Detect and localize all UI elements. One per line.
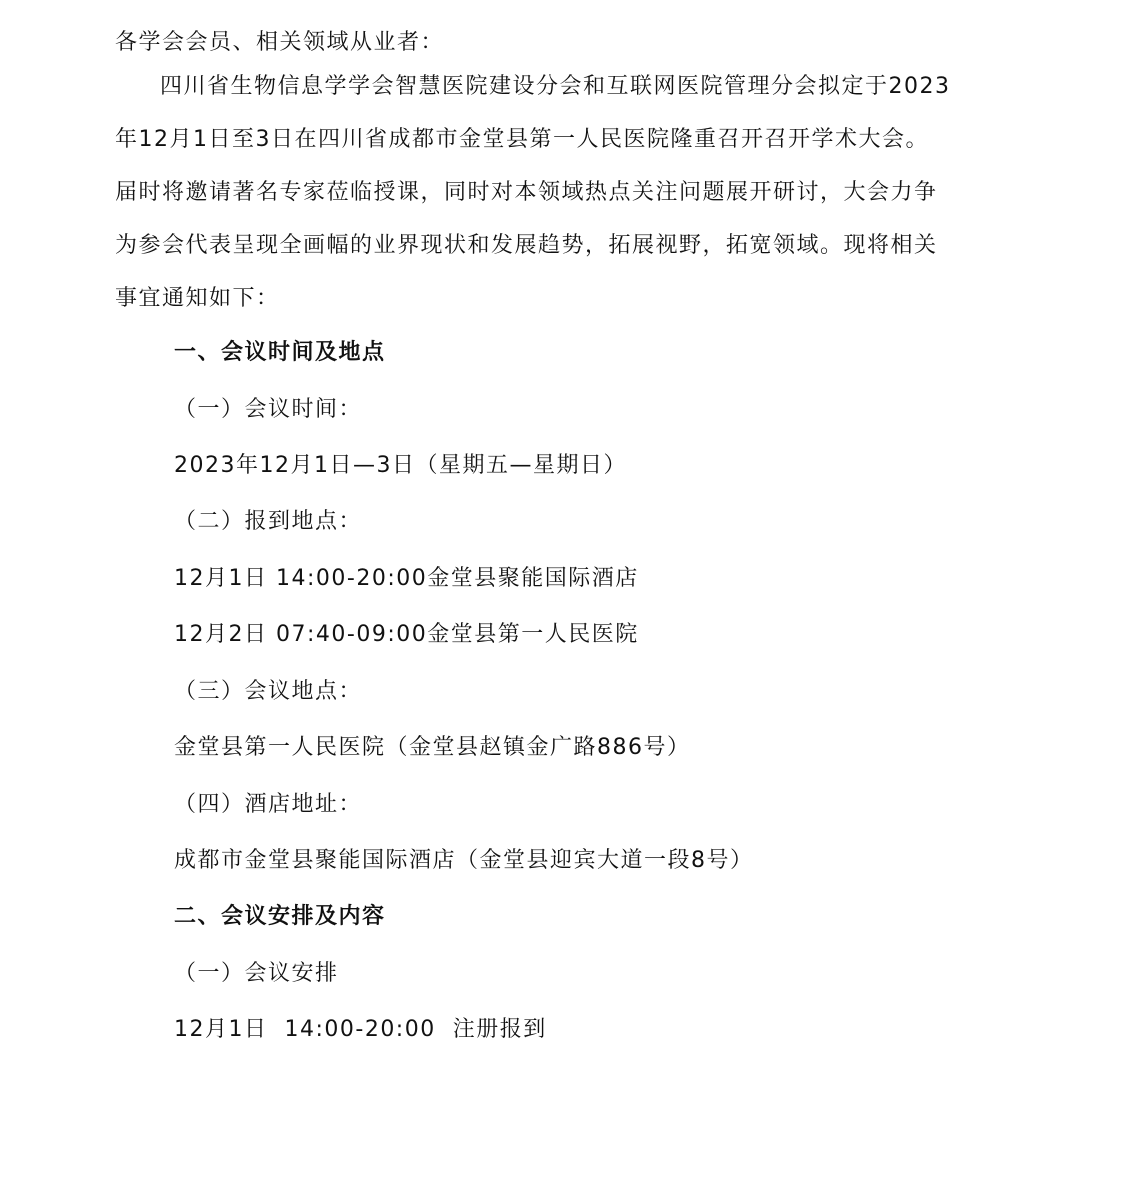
hotel-label: （四）酒店地址： (174, 792, 363, 817)
hotel-value: 成都市金堂县聚能国际酒店（金堂县迎宾大道一段8号） (174, 848, 754, 873)
time-label: （一）会议时间： (174, 397, 363, 422)
intro-line-3: 届时将邀请著名专家莅临授课，同时对本领域热点关注问题展开研讨，大会力争 (115, 180, 938, 205)
intro-line-2: 年12月1日至3日在四川省成都市金堂县第一人民医院隆重召开召开学术大会。 (115, 127, 929, 152)
checkin-2: 12月2日 07:40-09:00金堂县第一人民医院 (174, 622, 639, 647)
section2-heading: 二、会议安排及内容 (174, 904, 386, 929)
intro-line-4: 为参会代表呈现全画幅的业界现状和发展趋势，拓展视野，拓宽领域。现将相关 (115, 233, 938, 258)
time-value: 2023年12月1日—3日（星期五—星期日） (174, 453, 627, 478)
schedule-1: 12月1日 14:00-20:00 注册报到 (174, 1017, 547, 1042)
intro-line-1: 四川省生物信息学学会智慧医院建设分会和互联网医院管理分会拟定于2023 (160, 74, 951, 99)
schedule-label: （一）会议安排 (174, 961, 339, 986)
salutation: 各学会会员、相关领域从业者： (115, 30, 445, 55)
venue-label: （三）会议地点： (174, 679, 363, 704)
checkin-label: （二）报到地点： (174, 509, 363, 534)
section1-heading: 一、会议时间及地点 (174, 340, 386, 365)
checkin-1: 12月1日 14:00-20:00金堂县聚能国际酒店 (174, 566, 639, 591)
venue-value: 金堂县第一人民医院（金堂县赵镇金广路886号） (174, 735, 691, 760)
intro-line-5: 事宜通知如下： (115, 286, 280, 311)
